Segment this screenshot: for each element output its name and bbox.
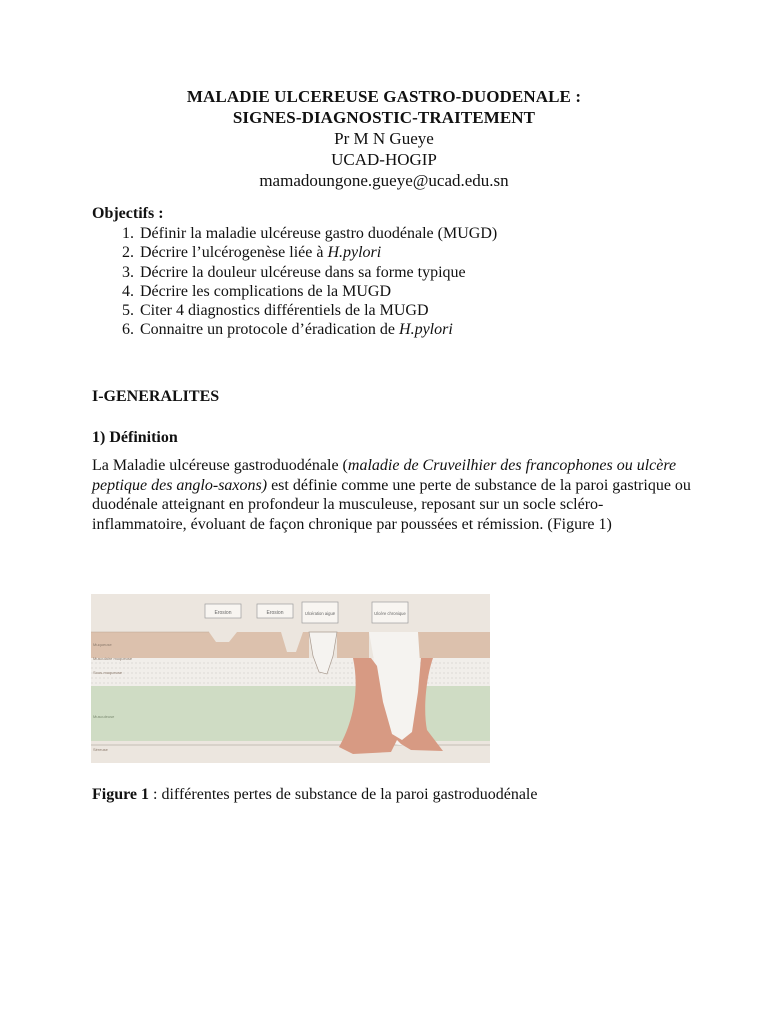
definition-paragraph: La Maladie ulcéreuse gastroduodénale (maladie de Cruveilhier des francophones ou ulcère peptique des anglo-saxons) est définie comme une perte de substance de la paroi gastrique ou duodénale atteignant en profondeur la musculeuse, reposant sur un socle scléro-inflammatoire, évoluant de façon chronique par poussées et rémission. (Figure 1) [92, 457, 691, 533]
sous-muqueuse-label: Sous-muqueuse [93, 670, 123, 675]
objectives-title: Objectifs : [92, 205, 164, 222]
hpylori-term: H.pylori [327, 244, 382, 262]
objective-item: 4. Décrire les complications de la MUGD [138, 282, 692, 301]
figure-1-diagram [91, 594, 490, 763]
subsection-heading-definition: 1) Définition [92, 429, 178, 446]
musculeuse-label: Musculeuse [93, 714, 115, 719]
author-name: Pr M N Gueye [334, 129, 434, 148]
document-title: MALADIE ULCEREUSE GASTRO-DUODENALE : [186, 87, 582, 106]
objective-item: 1. Définir la maladie ulcéreuse gastro duodénale (MUGD) [138, 224, 692, 243]
hpylori-term: H.pylori [399, 321, 453, 339]
definition-synonyms: maladie de Cruveilhier des francophones ou ulcère peptique des anglo-saxons) [92, 457, 677, 494]
objective-item: 6. Connaitre un protocole d’éradication de H.pylori [138, 320, 692, 339]
erosion-1-label: Erosion [214, 610, 232, 616]
acute-ulceration-label: Ulcération aiguë [304, 611, 336, 616]
objectives-list [92, 224, 692, 339]
objective-item: 3. Décrire la douleur ulcéreuse dans sa forme typique [138, 263, 692, 282]
mucosa-layer-right [337, 632, 369, 658]
objectives-section [92, 204, 692, 339]
document-header [0, 86, 768, 191]
caption-text: : différentes pertes de substance de la paroi gastroduodénale [149, 786, 538, 803]
muqueuse-label: Muqueuse [93, 642, 112, 647]
document-subtitle: SIGNES-DIAGNOSTIC-TRAITEMENT [232, 108, 536, 127]
muscularis-layer [91, 686, 490, 741]
section-heading-generalites: I-GENERALITES [92, 388, 220, 405]
caption-label: Figure 1 [92, 786, 150, 803]
chronic-ulcer-label: Ulcère chronique [374, 611, 406, 616]
objective-item: 5. Citer 4 diagnostics différentiels de la MUGD [138, 301, 692, 320]
mucosa-layer-far-right [418, 632, 490, 658]
musculaire-muqueuse-label: Musculaire muqueuse [93, 656, 133, 661]
author-email: mamadoungone.gueye@ucad.edu.sn [259, 171, 509, 190]
erosion-2-label: Erosion [266, 610, 284, 616]
objective-item: 2. Décrire l’ulcérogenèse liée à H.pylori [138, 243, 692, 262]
mucosa-layer [91, 632, 309, 658]
sereuse-label: Séreuse [93, 747, 108, 752]
author-institution: UCAD-HOGIP [331, 150, 437, 169]
figure-1-caption [92, 786, 537, 804]
